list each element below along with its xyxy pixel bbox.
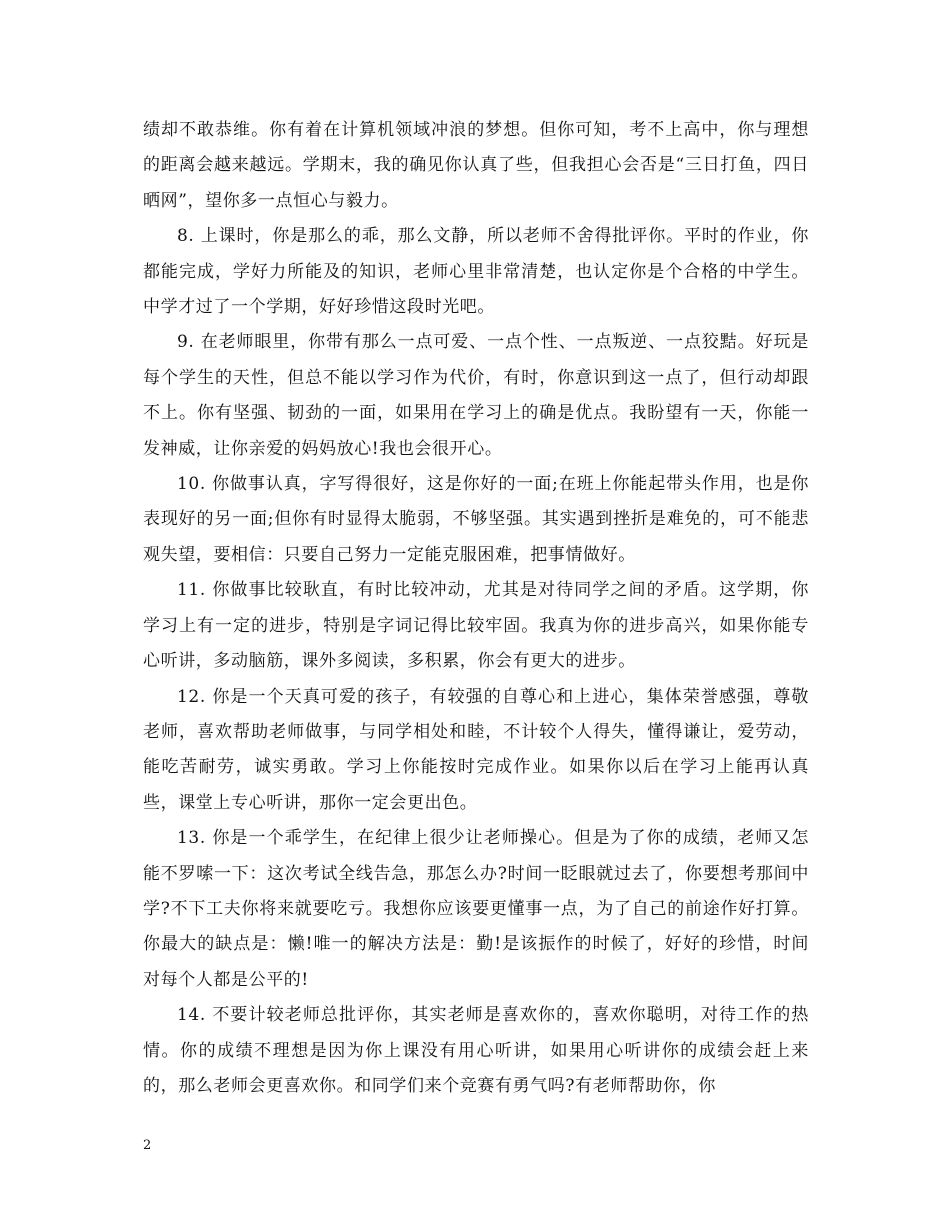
paragraph-9: 9. 在老师眼里，你带有那么一点可爱、一点个性、一点叛逆、一点狡黠。好玩是每个学生的天性，但总不能以学习作为代价，有时，你意识到这一点了，但行动却跟不上。你有坚强、韧劲的一面，如果用在学习上的确是优点。我盼望有一天，你能一发神威，让你亲爱的妈妈放心!我也会很开心。	[143, 332, 809, 459]
paragraph-14: 14. 不要计较老师总批评你，其实老师是喜欢你的，喜欢你聪明，对待工作的热情。你的成绩不理想是因为你上课没有用心听讲，如果用心听讲你的成绩会赶上来的，那么老师会更喜欢你。和同学们来个竞赛有勇气吗?有老师帮助你，你	[143, 1005, 809, 1096]
paragraph-10: 10. 你做事认真，字写得很好，这是你好的一面;在班上你能起带头作用，也是你表现好的另一面;但你有时显得太脆弱，不够坚强。其实遇到挫折是难免的，可不能悲观失望，要相信：只要自己努力一定能克服困难，把事情做好。	[143, 474, 809, 565]
paragraph-8: 8. 上课时，你是那么的乖，那么文静，所以老师不舍得批评你。平时的作业，你都能完成，学好力所能及的知识，老师心里非常清楚，也认定你是个合格的中学生。中学才过了一个学期，好好珍惜这段时光吧。	[143, 226, 809, 318]
document-body	[143, 113, 809, 1104]
paragraph-12: 12. 你是一个天真可爱的孩子，有较强的自尊心和上进心，集体荣誉感强，尊敬老师，喜欢帮助老师做事，与同学相处和睦，不计较个人得失，懂得谦让，爱劳动，能吃苦耐劳，诚实勇敢。学习上你能按时完成作业。如果你以后在学习上能再认真些，课堂上专心听讲，那你一定会更出色。	[143, 686, 809, 813]
page-number: 2	[143, 1138, 152, 1153]
paragraph-continued: 绩却不敢恭维。你有着在计算机领域冲浪的梦想。但你可知，考不上高中，你与理想的距离会越来越远。学期末，我的确见你认真了些，但我担心会否是“三日打鱼，四日晒网”，望你多一点恒心与毅力。	[143, 120, 809, 211]
paragraph-13: 13. 你是一个乖学生，在纪律上很少让老师操心。但是为了你的成绩，老师又怎能不罗嗦一下：这次考试全线告急，那怎么办?时间一眨眼就过去了，你要想考那间中学?不下工夫你将来就要吃亏。我想你应该要更懂事一点，为了自己的前途作好打算。你最大的缺点是：懒!唯一的解决方法是：勤!是该振作的时候了，好好的珍惜，时间对每个人都是公平的!	[143, 828, 809, 990]
paragraph-11: 11. 你做事比较耿直，有时比较冲动，尤其是对待同学之间的矛盾。这学期，你学习上有一定的进步，特别是字词记得比较牢固。我真为你的进步高兴，如果你能专心听讲，多动脑筋，课外多阅读，多积累，你会有更大的进步。	[143, 580, 809, 672]
